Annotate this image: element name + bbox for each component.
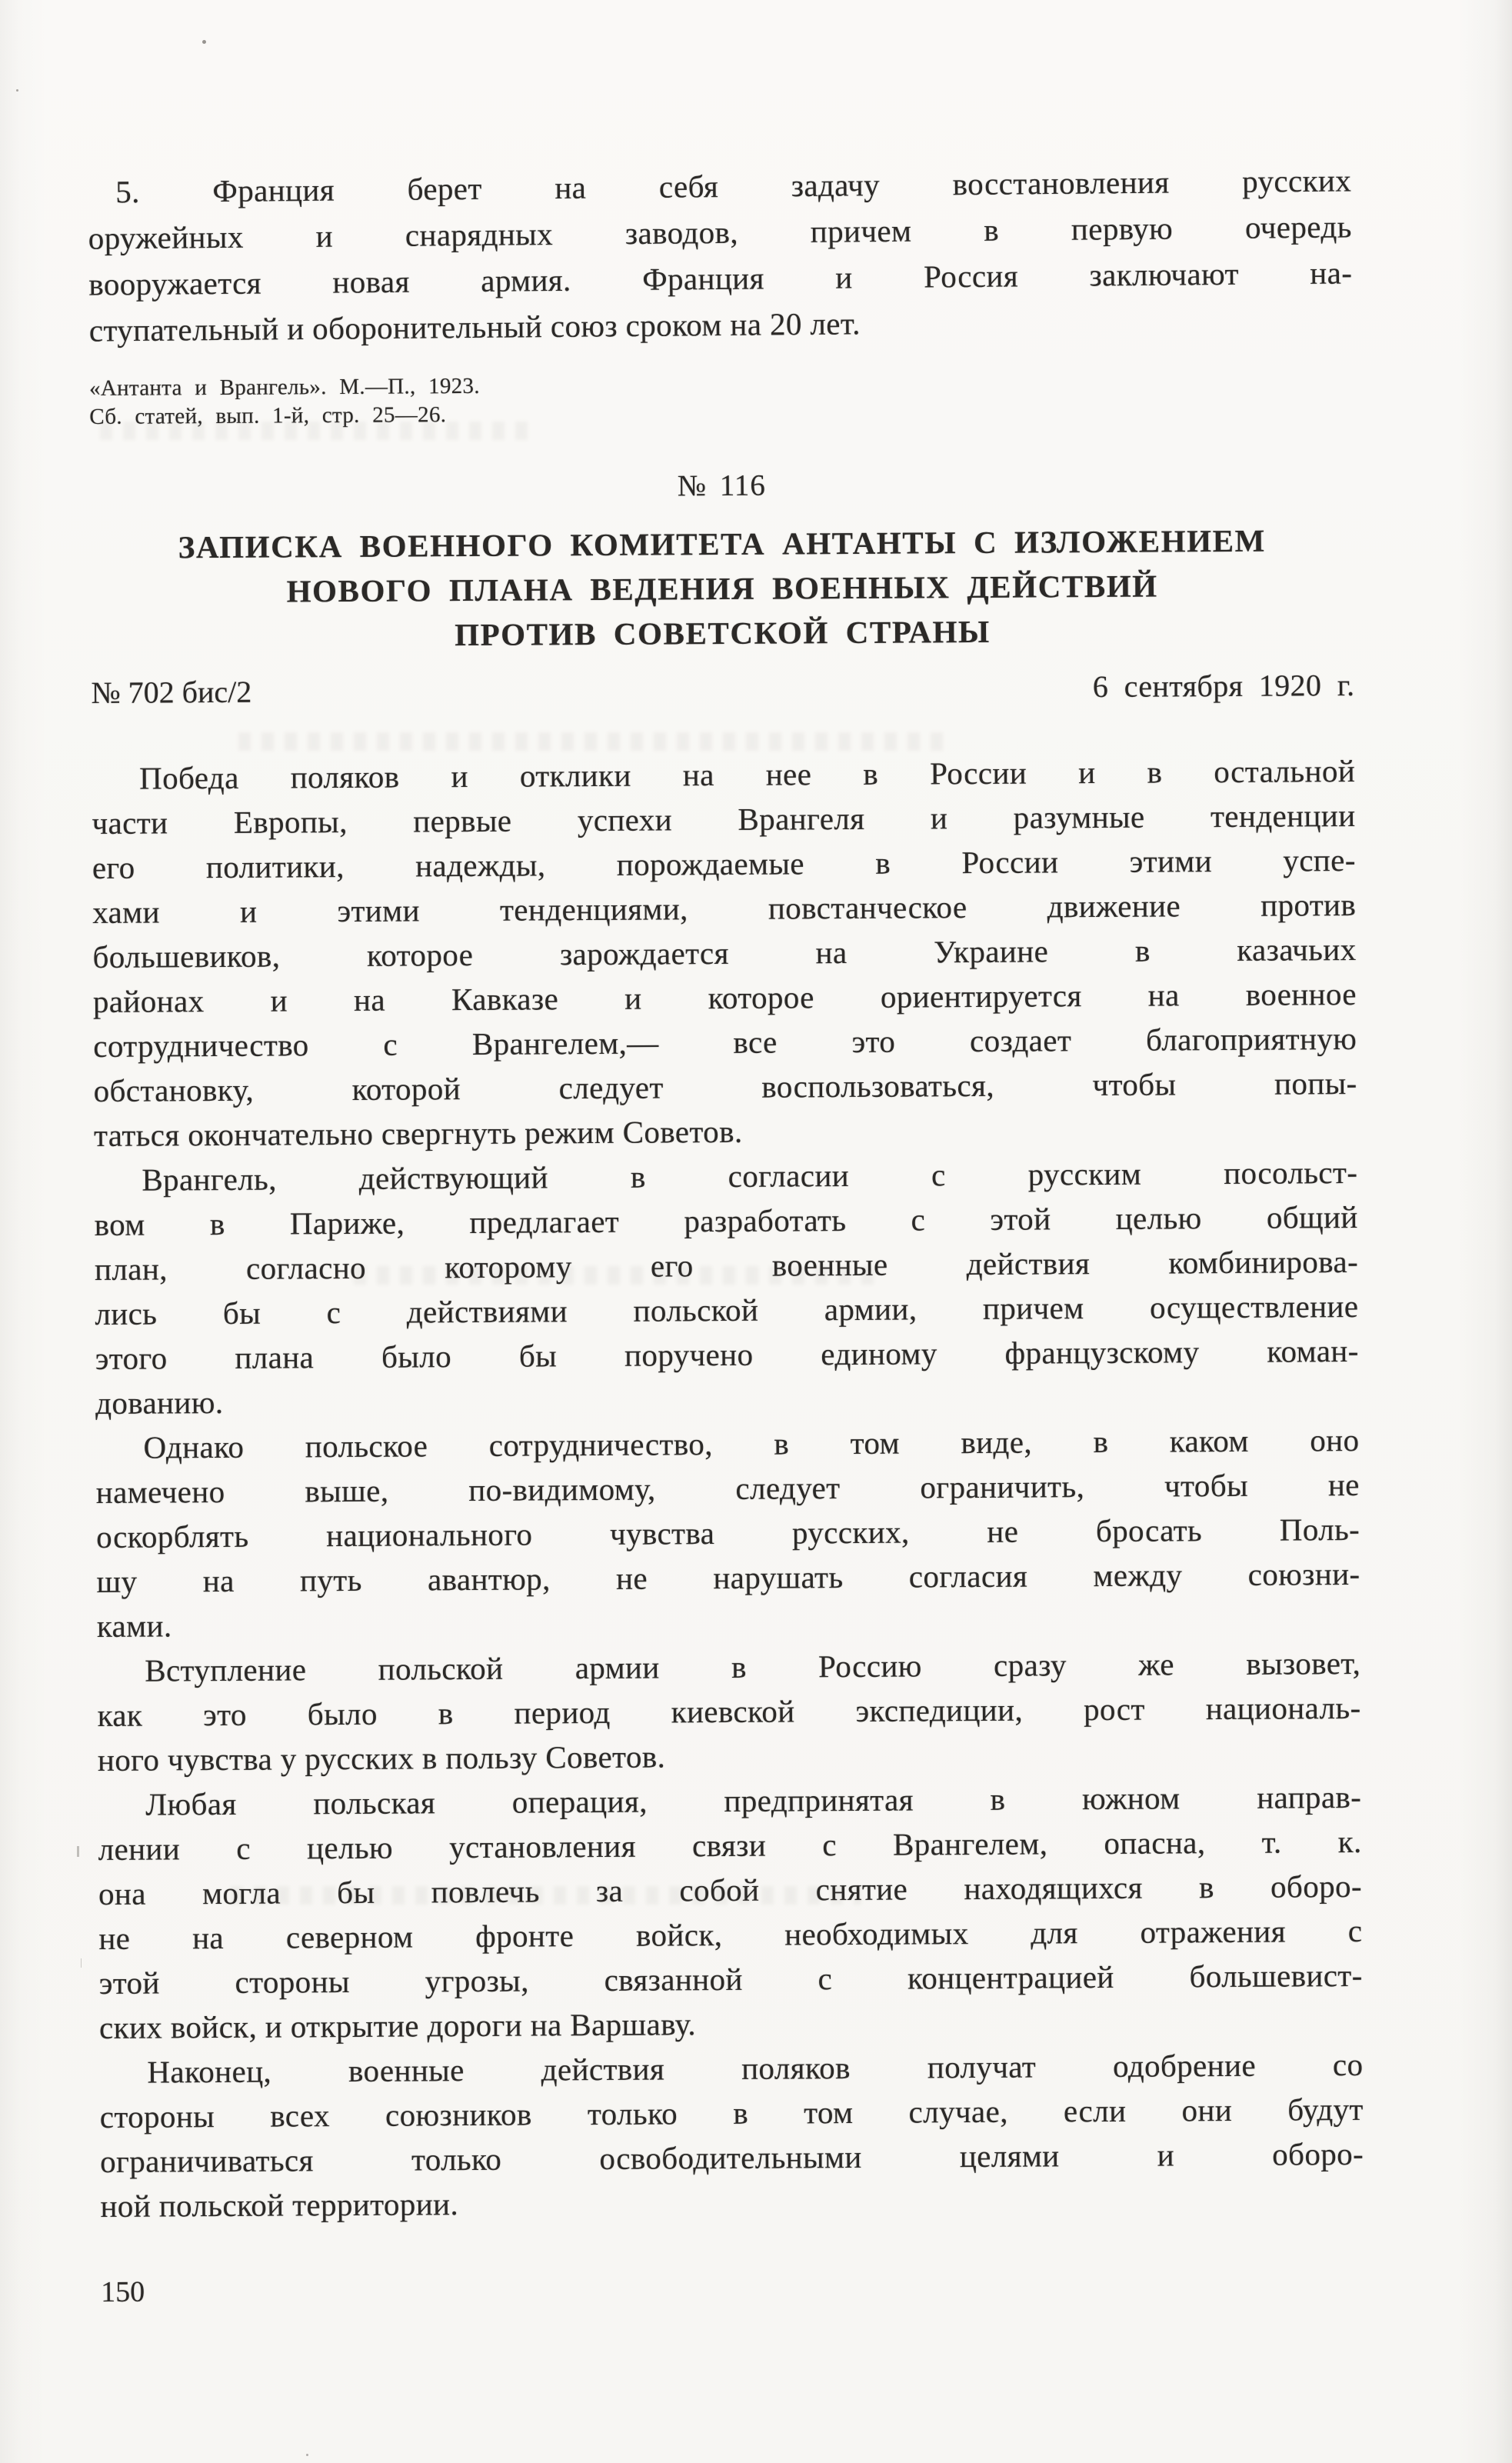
body-text-line: она могла бы повлечь за собой снятие находящихся в оборо- <box>98 1868 1363 1911</box>
body-text-line: не на северном фронте войск, необходимых для отражения с <box>98 1912 1363 1956</box>
body-text-line: лении с целью установления связи с Врангелем, опасна, т. к. <box>98 1823 1362 1867</box>
body-text-line: ной польской территории. <box>100 2186 459 2224</box>
body-text-line: ограничиваться только освободительными целями и оборо- <box>100 2135 1364 2179</box>
body-text-line: дованию. <box>95 1384 224 1421</box>
body-text-line: части Европы, первые успехи Врангеля и разумные тенденции <box>92 797 1356 841</box>
body-paragraph <box>95 1418 1360 1648</box>
body-text-line: оскорблять национального чувства русских, не бросать Поль- <box>96 1511 1360 1555</box>
body-text-line: шу на путь авантюр, не нарушать согласия между союзни- <box>96 1555 1360 1599</box>
document-ref-number: № 702 бис/2 <box>91 674 252 711</box>
body-text-line: его политики, надежды, порождаемые в России этими успе- <box>92 842 1356 885</box>
document-title <box>90 518 1354 659</box>
document-title-line: НОВОГО ПЛАНА ВЕДЕНИЯ ВОЕННЫХ ДЕЙСТВИЙ <box>286 568 1158 609</box>
body-text-line: лись бы с действиями польской армии, причем осуществление <box>95 1288 1359 1331</box>
body-text-line: вом в Париже, предлагает разработать с этой целью общий <box>94 1198 1358 1242</box>
body-text-line: ками. <box>96 1608 172 1644</box>
body-text-line: сотрудничество с Врангелем,— все это создает благоприятную <box>93 1020 1357 1064</box>
scan-margin-dash <box>77 1846 79 1857</box>
body-text-line: как это было в период киевской экспедиции, рост националь- <box>97 1689 1361 1733</box>
body-text-line: план, согласно которому его военные действия комбинирова- <box>94 1243 1359 1287</box>
source-citation <box>89 367 1353 432</box>
body-text-line: Любая польская операция, предпринятая в южном направ- <box>145 1778 1362 1822</box>
document-date: 6 сентября 1920 г. <box>1092 667 1355 705</box>
excerpt-line: оружейных и снарядных заводов, причем в первую очередь <box>88 208 1352 256</box>
body-text-line: районах и на Кавказе и которое ориентируется на военное <box>92 975 1357 1019</box>
document-number: № 116 <box>677 468 766 503</box>
body-paragraph <box>92 748 1357 1158</box>
excerpt-quote <box>88 157 1353 353</box>
body-text-line: Победа поляков и отклики на нее в России и в остальной <box>139 752 1356 796</box>
page-number: 150 <box>101 2275 145 2308</box>
body-text-line: ного чувства у русских в пользу Советов. <box>97 1738 666 1778</box>
body-text-line: намечено выше, по-видимому, следует ограничить, чтобы не <box>95 1466 1360 1510</box>
page-content <box>87 0 1364 2310</box>
body-text-line: Однако польское сотрудничество, в том виде, в каком оно <box>143 1421 1360 1465</box>
excerpt-line: 5. Франция берет на себя задачу восстановления русских <box>115 162 1352 210</box>
body-paragraph <box>97 1641 1361 1782</box>
body-text-line: этого плана было бы поручено единому французскому коман- <box>95 1332 1359 1376</box>
excerpt-line: вооружается новая армия. Франция и Россия заключают на- <box>88 255 1353 302</box>
source-citation-line: «Антанта и Врангель». М.—П., 1923. <box>88 373 480 402</box>
body-paragraph <box>99 2042 1364 2228</box>
body-text-line: Наконец, военные действия поляков получат одобрение со <box>147 2046 1364 2090</box>
body-text-line: стороны всех союзников только в том случае, если они будут <box>99 2091 1364 2135</box>
body-text-line: большевиков, которое зарождается на Украине в казачьих <box>92 931 1357 975</box>
body-text-line: обстановку, которой следует воспользоваться, чтобы попы- <box>93 1065 1357 1108</box>
body-text-line: этой стороны угрозы, связанной с концентрацией большевист- <box>98 1957 1363 2001</box>
body-paragraph <box>98 1775 1363 2050</box>
excerpt-line: ступательный и оборонительный союз сроком на 20 лет. <box>88 305 861 348</box>
body-text-line: таться окончательно свергнуть режим Советов. <box>93 1113 743 1153</box>
document-title-line: ПРОТИВ СОВЕТСКОЙ СТРАНЫ <box>455 613 991 653</box>
reference-row <box>91 667 1354 712</box>
body-text-line: Врангель, действующий в согласии с русским посольст- <box>142 1154 1358 1198</box>
body-paragraph <box>94 1150 1359 1425</box>
body-text-line: хами и этими тенденциями, повстанческое движение против <box>92 886 1357 930</box>
body-text-line: ских войск, и открытие дороги на Варшаву. <box>98 2006 697 2045</box>
body-text-line: Вступление польской армии в Россию сразу же вызовет, <box>145 1645 1361 1688</box>
source-citation-line: Сб. статей, вып. 1-й, стр. 25—26. <box>89 402 447 430</box>
document-body <box>92 748 1364 2228</box>
document-title-line: ЗАПИСКА ВОЕННОГО КОМИТЕТА АНТАНТЫ С ИЗЛОЖЕНИЕМ <box>178 522 1267 565</box>
